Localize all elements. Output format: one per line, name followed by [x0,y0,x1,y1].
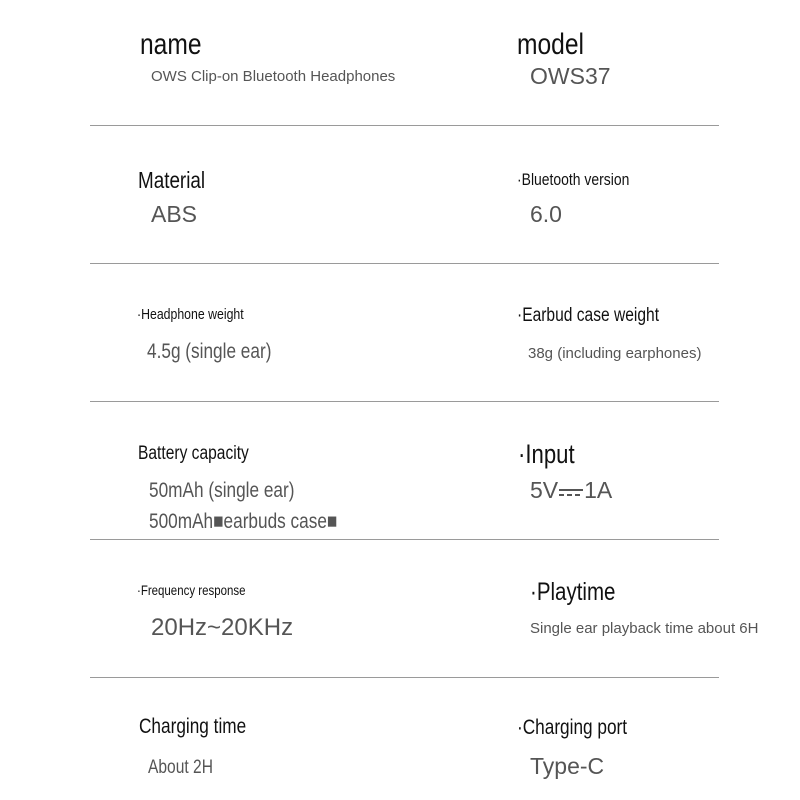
spec-label-bluetooth-version: ·Bluetooth version [517,170,630,189]
input-current: 1A [584,477,613,503]
spec-value-charging-time [148,757,227,779]
spec-value-charging-time-text: About 2H [148,757,213,778]
input-voltage: 5V [530,477,559,503]
spec-value-frequency-response: 20Hz~20KHz [151,614,294,641]
spec-label-headphone-weight: ·Headphone weight [137,306,244,323]
spec-value-model: OWS37 [530,63,611,89]
spec-label-playtime: ·Playtime [530,578,616,606]
spec-value-material: ABS [151,201,198,227]
row-divider [90,539,719,540]
spec-value-name: OWS Clip-on Bluetooth Headphones [151,68,396,85]
dc-current-icon [559,485,583,499]
spec-label-battery-capacity: Battery capacity [138,443,249,464]
spec-label-name: name [140,28,202,61]
row-divider [90,677,719,678]
spec-value-earbud-case-weight: 38g (including earphones) [528,345,702,362]
spec-value-input [530,477,612,504]
spec-value-battery-capacity [149,479,326,503]
spec-label-charging-port: ·Charging port [517,716,628,739]
spec-label-material: Material [138,167,206,193]
spec-value-headphone-weight [147,340,299,364]
spec-value-bluetooth-version: 6.0 [530,201,562,227]
spec-value-battery-capacity-text: 50mAh (single ear) [149,479,295,502]
spec-label-input: ·Input [518,439,575,469]
spec-label-frequency-response: ·Frequency response [137,582,246,598]
spec-value-charging-port: Type-C [530,753,605,779]
row-divider [90,401,719,402]
spec-value-battery-capacity-case [149,510,379,534]
spec-label-charging-time: Charging time [139,715,247,738]
spec-value-headphone-weight-text: 4.5g (single ear) [147,340,272,363]
spec-value-playtime: Single ear playback time about 6H [530,620,759,637]
spec-label-earbud-case-weight: ·Earbud case weight [517,305,660,326]
spec-value-battery-capacity-case-text: 500mAh■earbuds case■ [149,510,338,533]
row-divider [90,125,719,126]
spec-label-model: model [517,28,585,61]
row-divider [90,263,719,264]
